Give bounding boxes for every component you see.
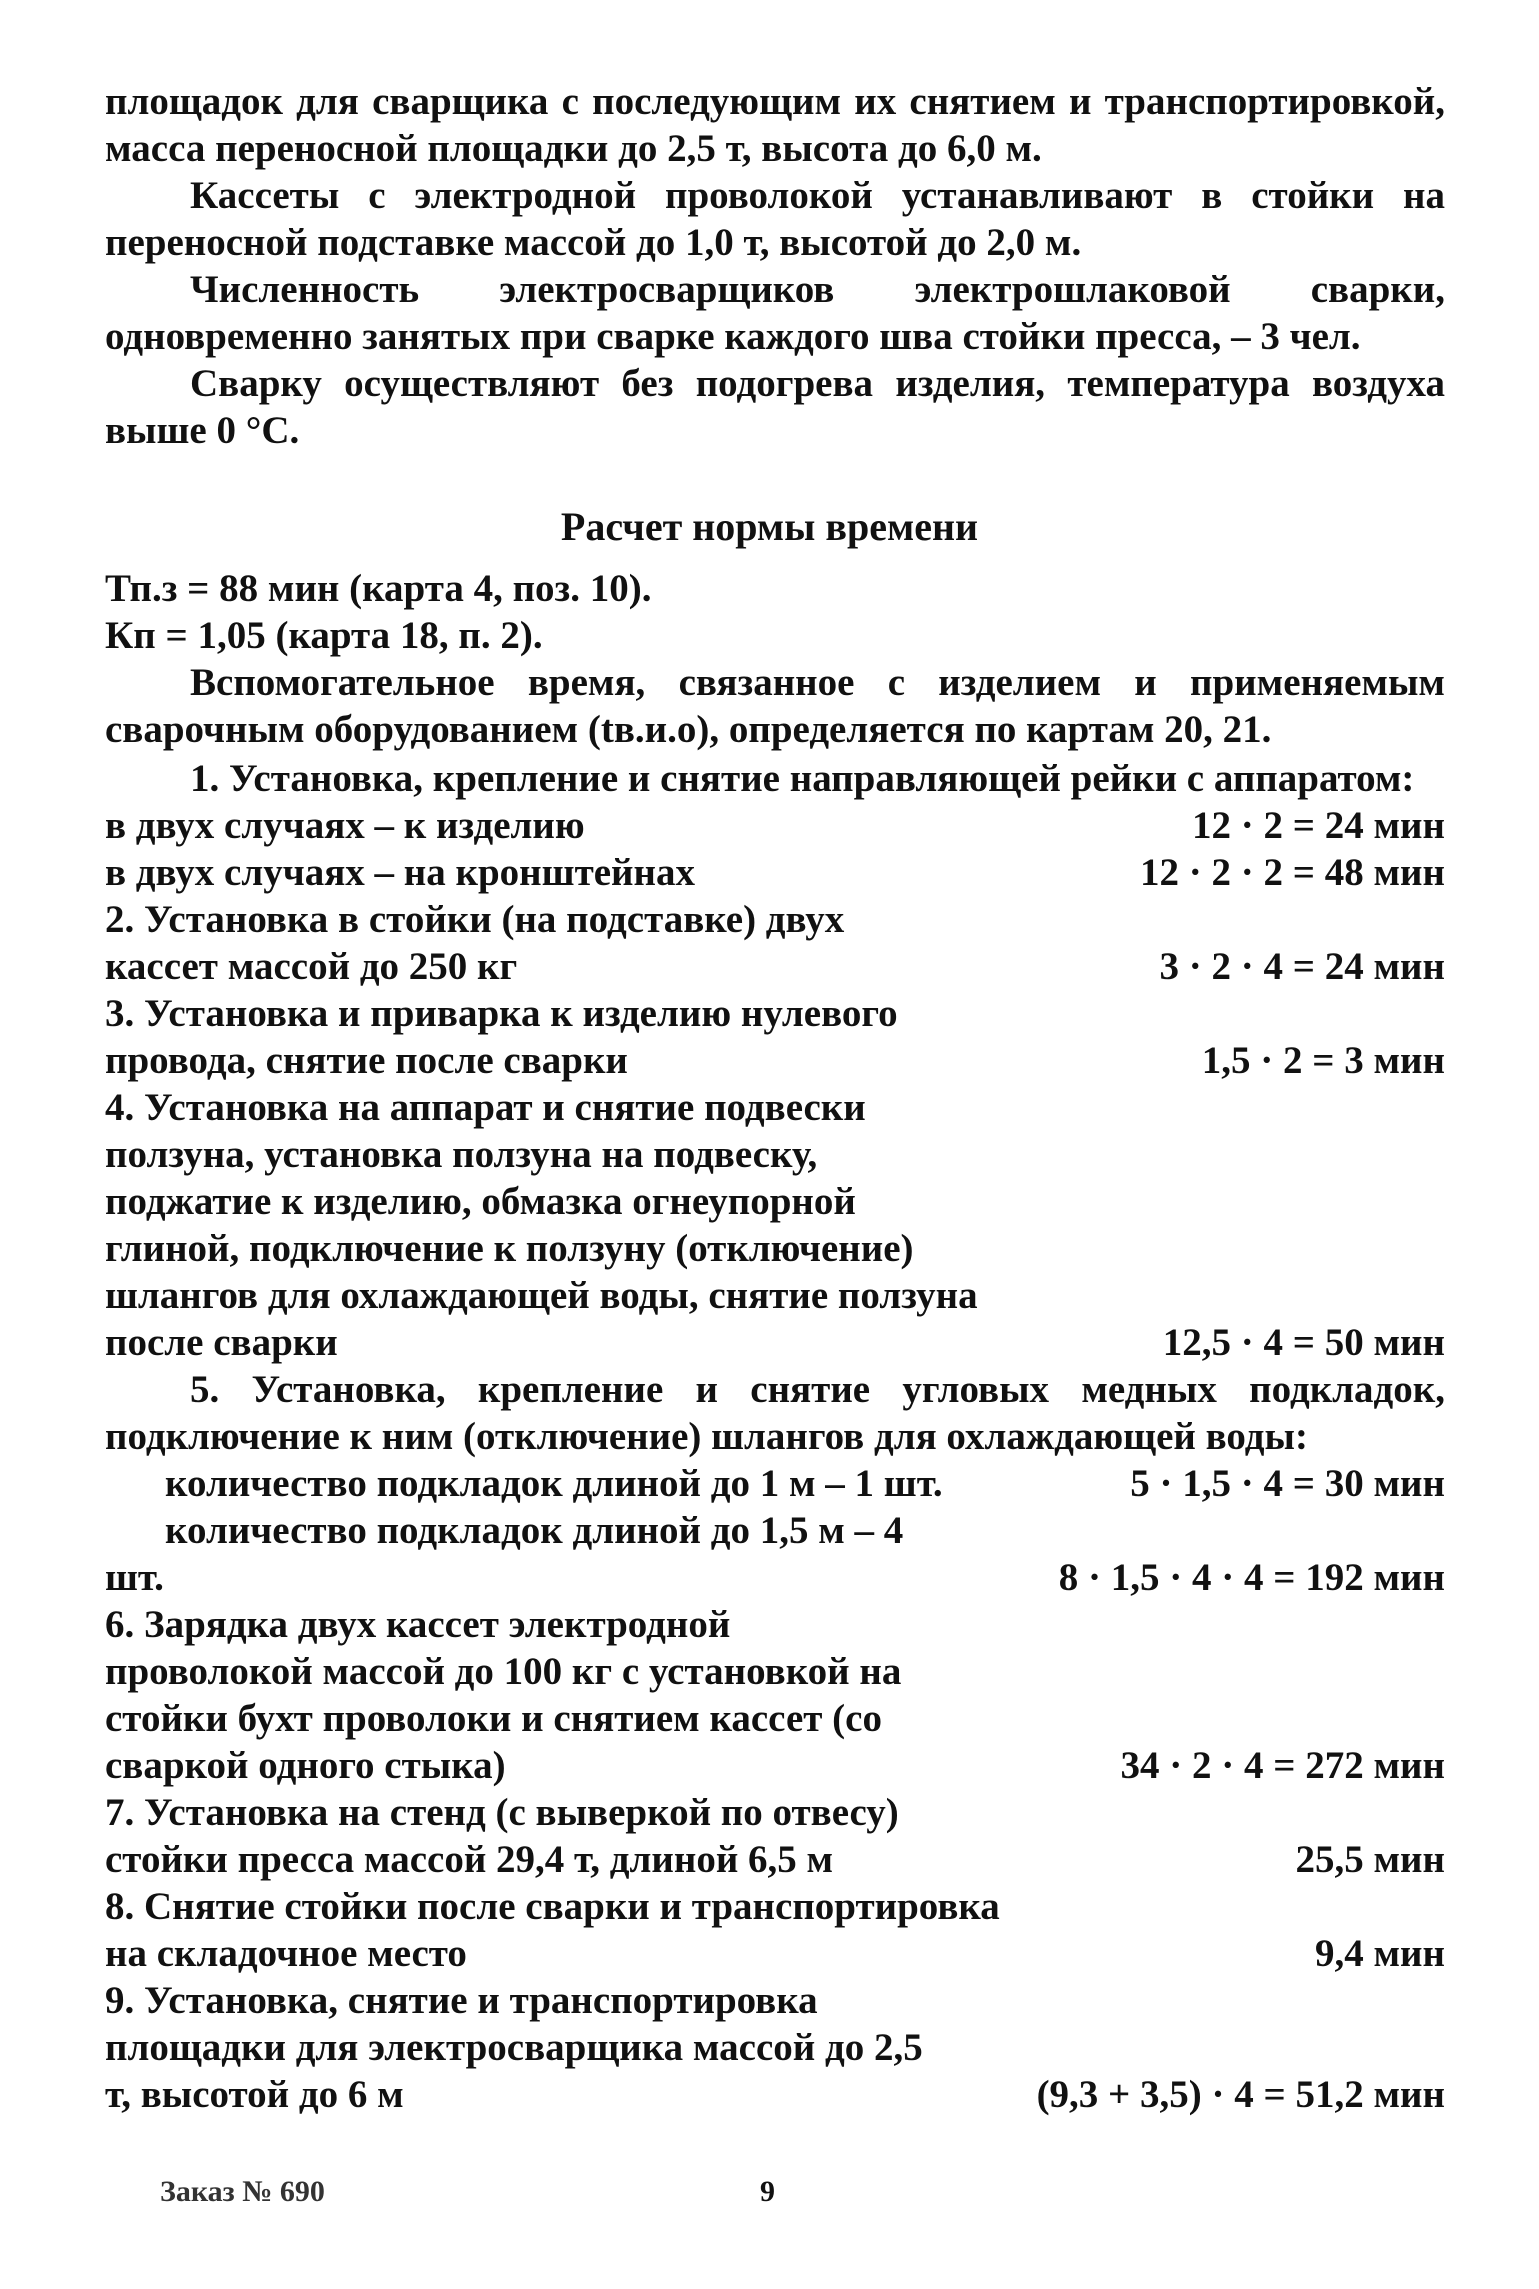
item-2	[105, 896, 1445, 990]
aux-time-text: Вспомогательное время, связанное с изделием и применяемым сварочным оборудованием (tв.и.о), определяется по картам 20, 21.	[105, 661, 1445, 751]
row-description: количество подкладок длиной до 1 м – 1 шт.	[165, 1462, 943, 1505]
item-3	[105, 990, 1445, 1084]
item-5-heading: 5. Установка, крепление и снятие угловых медных подкладок, подключение к ним (отключение) шлангов для охлаждающей воды:	[105, 1368, 1445, 1458]
row-calculation: 5 · 1,5 · 4 = 30 мин	[1130, 1462, 1445, 1505]
item-calculation: 3 · 2 · 4 = 24 мин	[1159, 945, 1445, 988]
item-9	[105, 1977, 1445, 2118]
section-heading: Расчет нормы времени	[560, 504, 979, 549]
calculation-list	[105, 755, 1445, 2118]
item-description: 9. Установка, снятие и транспортировка площадки для электросварщика массой до 2,5 т, высотой до 6 м	[105, 1979, 923, 2116]
print-order-number: Заказ № 690	[160, 2175, 325, 2208]
row-description: в двух случаях – на кронштейнах	[105, 851, 695, 894]
item-calculation: 12,5 · 4 = 50 мин	[1162, 1321, 1445, 1364]
item-description: 2. Установка в стойки (на подставке) двух кассет массой до 250 кг	[105, 898, 845, 988]
item-calculation: 9,4 мин	[1314, 1932, 1445, 1975]
intro-block	[105, 78, 1445, 454]
item-4	[105, 1084, 1445, 1366]
item-calculation: 34 · 2 · 4 = 272 мин	[1120, 1744, 1445, 1787]
row-calculation: 8 · 1,5 · 4 · 4 = 192 мин	[1058, 1556, 1445, 1599]
item-1-row-1	[105, 802, 1445, 849]
item-1-row-2	[105, 849, 1445, 896]
item-5-row-1	[105, 1460, 1445, 1507]
formula-block	[105, 565, 1445, 753]
item-5-row-2	[105, 1507, 1445, 1601]
item-calculation: (9,3 + 3,5) · 4 = 51,2 мин	[1036, 2073, 1445, 2116]
row-description: количество подкладок длиной до 1,5 м – 4 шт.	[105, 1509, 904, 1599]
kp-line: Кп = 1,05 (карта 18, п. 2).	[105, 614, 543, 657]
row-description: в двух случаях – к изделию	[105, 804, 585, 847]
row-calculation: 12 · 2 = 24 мин	[1192, 804, 1445, 847]
intro-paragraph-2: Кассеты с электродной проволокой устанавливают в стойки на переносной подставке массой до 1,0 т, высотой до 2,0 м.	[105, 174, 1445, 264]
item-6	[105, 1601, 1445, 1789]
intro-paragraph-3: Численность электросварщиков электрошлаковой сварки, одновременно занятых при сварке каждого шва стойки пресса, – 3 чел.	[105, 268, 1445, 358]
page-number: 9	[760, 2175, 775, 2208]
item-description: 4. Установка на аппарат и снятие подвески ползуна, установка ползуна на подвеску, поджатие к изделию, обмазка огнеупорной глиной, подключение к ползуну (отключение) шлангов для охлаждающей воды, снятие ползуна после сварки	[105, 1086, 978, 1364]
item-7	[105, 1789, 1445, 1883]
item-calculation: 25,5 мин	[1295, 1838, 1445, 1881]
item-8	[105, 1883, 1445, 1977]
tpz-line: Тп.з = 88 мин (карта 4, поз. 10).	[105, 567, 652, 610]
intro-paragraph-4: Сварку осуществляют без подогрева изделия, температура воздуха выше 0 °С.	[105, 362, 1445, 452]
item-description: 8. Снятие стойки после сварки и транспортировка на складочное место	[105, 1885, 1000, 1975]
item-calculation: 1,5 · 2 = 3 мин	[1201, 1039, 1445, 1082]
item-1-heading: 1. Установка, крепление и снятие направляющей рейки с аппаратом:	[190, 757, 1415, 800]
intro-paragraph-1: площадок для сварщика с последующим их снятием и транспортировкой, масса переносной площадки до 2,5 т, высота до 6,0 м.	[105, 80, 1445, 170]
item-description: 3. Установка и приварка к изделию нулевого провода, снятие после сварки	[105, 992, 898, 1082]
item-description: 6. Зарядка двух кассет электродной проволокой массой до 100 кг с установкой на стойки бухт проволоки и снятием кассет (со сваркой одного стыка)	[105, 1603, 902, 1787]
item-description: 7. Установка на стенд (с выверкой по отвесу) стойки пресса массой 29,4 т, длиной 6,5 м	[105, 1791, 899, 1881]
row-calculation: 12 · 2 · 2 = 48 мин	[1140, 851, 1445, 894]
